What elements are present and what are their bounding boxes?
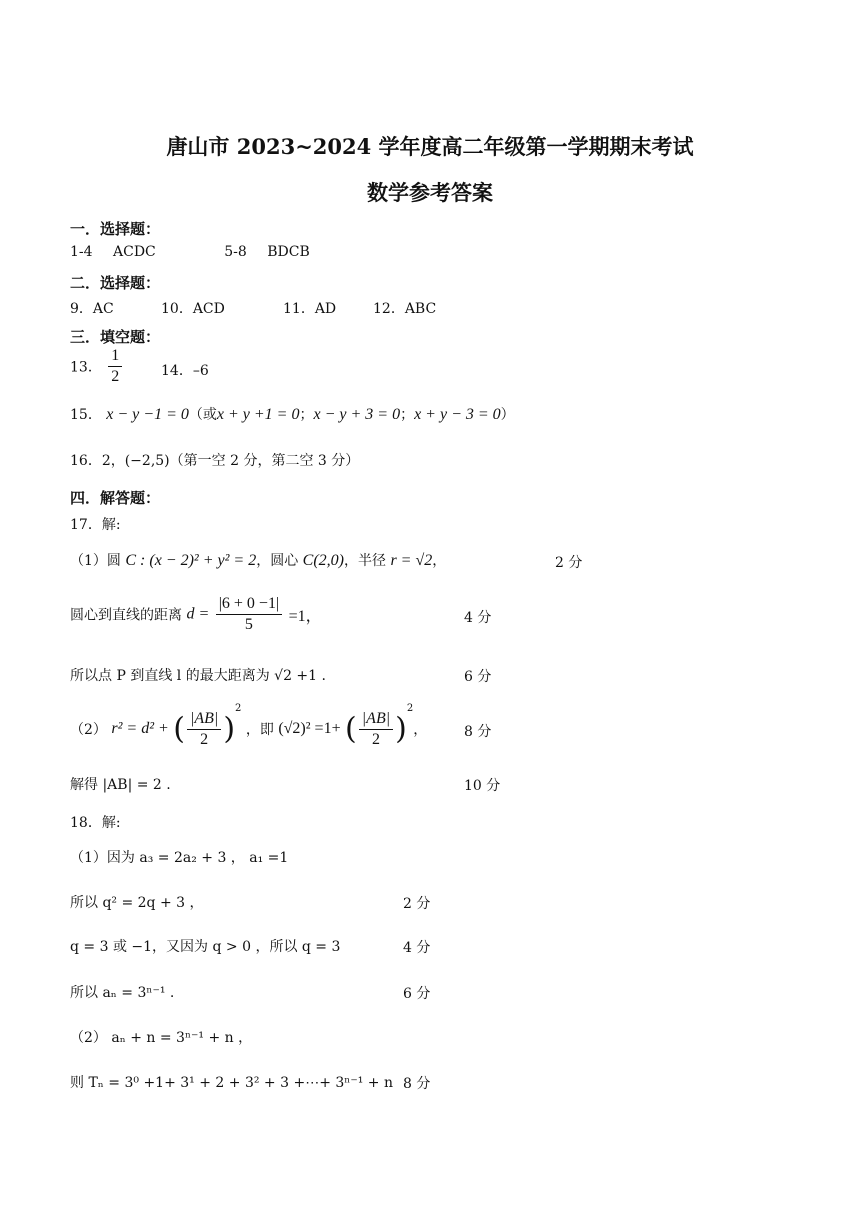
multi-q10: 10．ACD (161, 301, 225, 317)
q18-line5: （2） aₙ + n = 3ⁿ⁻¹ + n ， (70, 1030, 253, 1046)
section-heading-fill: 三．填空题： (70, 328, 161, 346)
fill-q13-fraction (108, 346, 122, 387)
multi-q9: 9．AC (70, 301, 114, 317)
q17-line2-tail: =1， (288, 608, 322, 625)
q17-ab-denominator-2: 2 (371, 730, 380, 748)
q17-paren-close-2: ) (395, 711, 407, 747)
mc-group2-label: 5-8 (224, 244, 247, 260)
section-heading-solve: 四．解答题： (70, 489, 161, 507)
q17-line4-eq-b: (√2)² =1+ (278, 720, 341, 737)
fill-q15-alt1: x + y +1 = 0 (216, 406, 300, 423)
fill-q15-alt2: x − y + 3 = 0 (313, 406, 401, 423)
mc-group2-answers: BDCB (267, 244, 310, 260)
q17-center: C(2,0) (302, 552, 344, 569)
q17-line4-end: ， (413, 722, 428, 738)
q17-line2 (70, 594, 322, 635)
q17-line2-prefix: 圆心到直线的距离 (70, 607, 182, 624)
fill-q15-sep1: ； (299, 407, 314, 423)
q17-circle-equation: C : (x − 2)² + y² = 2 (125, 552, 257, 569)
fill-q13-numerator: 1 (108, 346, 122, 367)
q18-score-4: 4 分 (403, 940, 431, 956)
q18-line1: （1）因为 a₃ = 2a₂ + 3 ， a₁ =1 (70, 850, 289, 866)
q17-score-1: 2 分 (555, 555, 583, 571)
q17-paren-open-2: ( (345, 711, 357, 747)
fill-q16: 16．2，(−2,5)（第一空 2 分，第二空 3 分） (70, 453, 360, 469)
q17-distance-numerator: |6 + 0 −1| (216, 594, 282, 615)
q17-line1-mid2: ，半径 (344, 553, 386, 569)
fill-q14: 14．–6 (161, 363, 209, 379)
q17-line1-end: ， (432, 553, 447, 569)
q18-score-6: 6 分 (403, 986, 431, 1002)
fill-q15 (70, 404, 515, 424)
q18-line3: q = 3 或 −1，又因为 q > 0 ，所以 q = 3 (70, 939, 341, 955)
q18-score-8: 8 分 (403, 1076, 431, 1092)
q17-line1 (70, 550, 446, 570)
q18-heading: 18．解: (70, 815, 121, 831)
mc-group1-label: 1-4 (70, 244, 93, 260)
fill-q13 (70, 346, 124, 387)
q17-line4-prefix: （2） (70, 722, 107, 738)
fill-q13-denominator: 2 (111, 368, 120, 385)
fill-q15-close: ） (500, 407, 515, 423)
q17-line2-d: d = (186, 605, 210, 623)
fill-q15-label: 15． (70, 407, 102, 423)
q17-line4-mid: ，即 (245, 722, 274, 738)
q18-score-2: 2 分 (403, 896, 431, 912)
mc-group1-answers: ACDC (113, 244, 156, 260)
q17-ab-fraction-1 (187, 709, 221, 750)
q17-score-3: 6 分 (464, 669, 492, 685)
q17-score-4: 8 分 (464, 724, 492, 740)
q17-ab-numerator-2: |AB| (359, 709, 393, 730)
q17-paren-open-1: ( (173, 711, 185, 747)
q18-line2: 所以 q² = 2q + 3 ， (70, 895, 204, 911)
section-heading-multi: 二．选择题： (70, 274, 161, 292)
page-subtitle: 数学参考答案 (367, 180, 493, 205)
q18-line4: 所以 aₙ = 3ⁿ⁻¹ . (70, 985, 175, 1001)
q17-line3: 所以点 P 到直线 l 的最大距离为 √2 +1 . (70, 668, 326, 684)
q17-heading: 17．解: (70, 517, 121, 533)
q17-line5: 解得 |AB| = 2 . (70, 777, 171, 793)
fill-q15-sep2: ； (400, 407, 415, 423)
fill-q15-main: x − y −1 = 0 (106, 406, 189, 423)
q17-distance-denominator: 5 (244, 616, 253, 633)
q17-line1-prefix: （1）圆 (70, 553, 121, 569)
q17-line1-mid: ，圆心 (256, 553, 299, 569)
mc-answers-row (70, 244, 310, 260)
q17-radius: r = √2 (390, 552, 433, 569)
q17-ab-fraction-2 (359, 709, 393, 750)
multi-q12: 12．ABC (373, 301, 437, 317)
q18-line6: 则 Tₙ = 3⁰ +1+ 3¹ + 2 + 3² + 3 +⋯+ 3ⁿ⁻¹ + n (70, 1075, 393, 1091)
multi-q11: 11．AD (283, 301, 337, 317)
q17-line4-eq-a: r² = d² + (111, 720, 169, 737)
q17-paren-close-1: ) (223, 711, 236, 747)
section-heading-choice: 一．选择题： (70, 220, 161, 238)
q17-line4: （2） r² = d² + ( $\frac{|AB|}{2}$ )$^2$ ，即 (√2)² =1+ ( $\frac{|AB|}{2}$ )$^2$， (70, 703, 428, 748)
fill-q13-label: 13． (70, 359, 102, 376)
q17-ab-denominator-1: 2 (200, 730, 209, 748)
fill-q15-or: （或 (188, 407, 217, 423)
q17-score-2: 4 分 (464, 610, 492, 626)
fill-q15-alt3: x + y − 3 = 0 (414, 406, 501, 423)
page-title: 唐山市 2023~2024 学年度高二年级第一学期期末考试 (166, 134, 694, 159)
q17-distance-fraction (216, 594, 282, 635)
q17-ab-numerator-1: |AB| (187, 709, 221, 730)
q17-score-5: 10 分 (464, 778, 501, 794)
